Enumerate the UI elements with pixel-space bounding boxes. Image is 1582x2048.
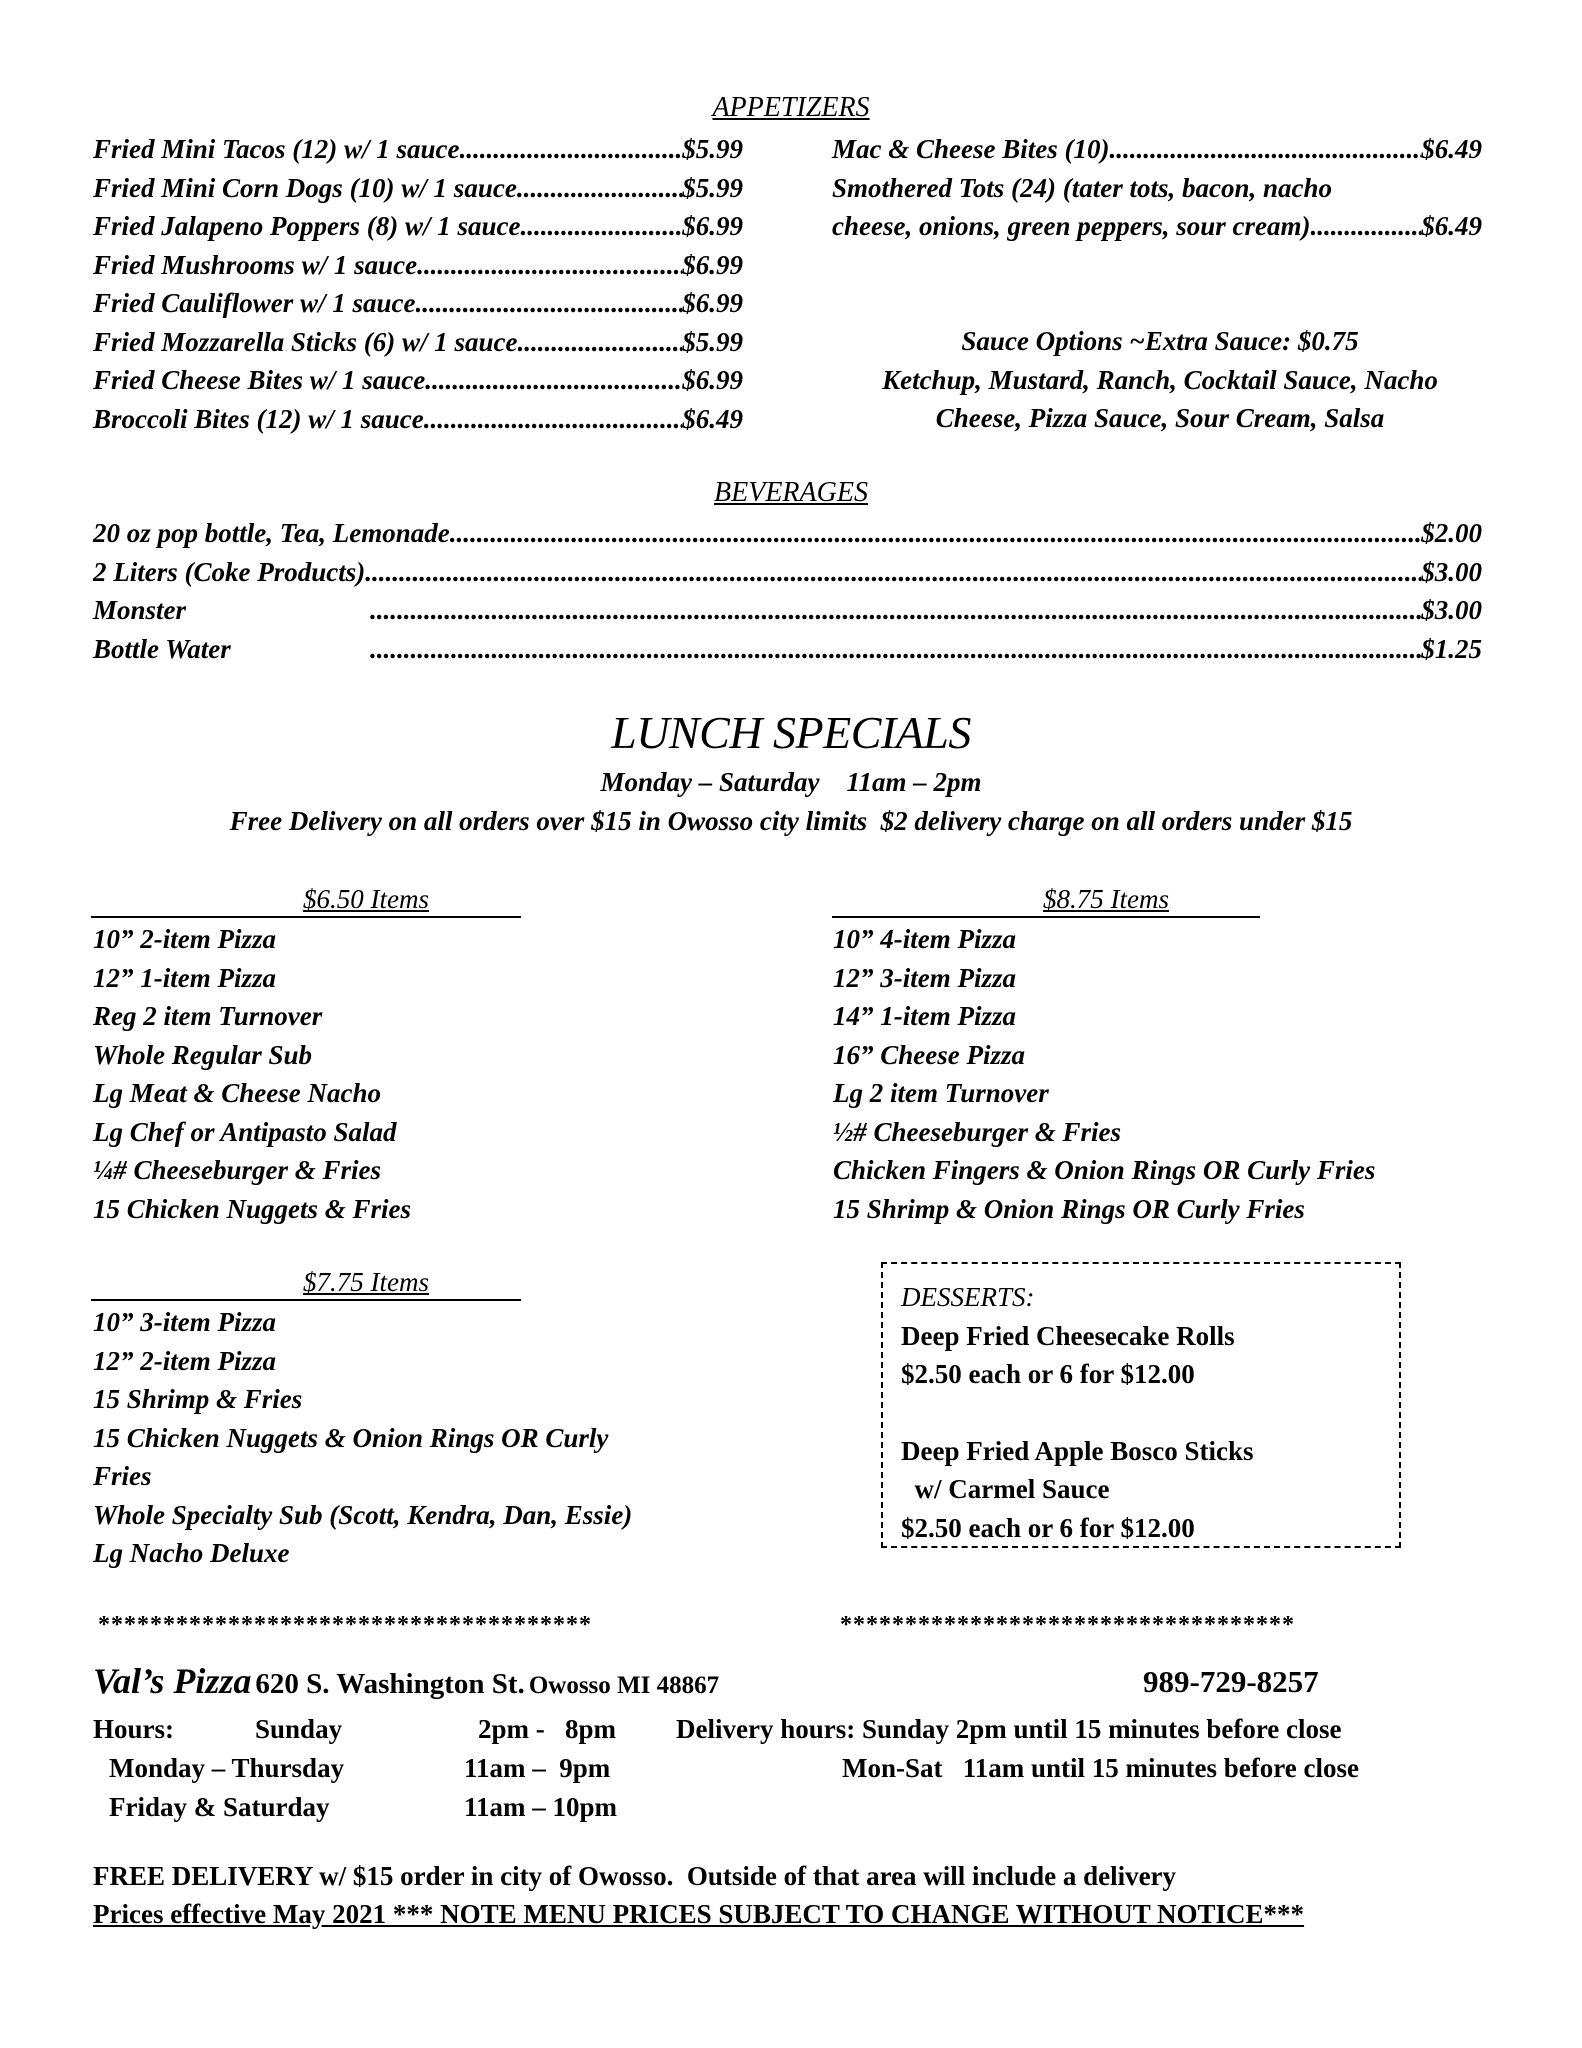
- tier-heading: $7.75 Items: [91, 1265, 521, 1301]
- price-notice: Prices effective May 2021 *** NOTE MENU PRICES SUBJECT TO CHANGE WITHOUT NOTICE***: [93, 1899, 1305, 1929]
- list-item: Fries: [93, 1461, 152, 1491]
- list-item: Chicken Fingers & Onion Rings OR Curly Fries: [833, 1155, 1376, 1185]
- menu-item: [93, 130, 743, 169]
- item-name: Smothered Tots (24) (tater tots, bacon, nacho: [832, 172, 1333, 203]
- appetizers-right-list: [832, 130, 1482, 246]
- item-price: $6.49: [1421, 211, 1482, 241]
- item-name: Broccoli Bites (12) w/ 1 sauce: [93, 403, 424, 434]
- delivery-hours-1: Delivery hours: Sunday 2pm until 15 minutes before close: [676, 1714, 1342, 1744]
- dessert-price: $2.50 each or 6 for $12.00: [901, 1512, 1195, 1543]
- menu-item: [93, 514, 1482, 553]
- appetizers-heading: APPETIZERS: [712, 92, 870, 123]
- street-address: 620 S. Washington St.: [255, 1668, 525, 1700]
- tier-heading: $8.75 Items: [832, 882, 1260, 918]
- list-item: 16” Cheese Pizza: [833, 1039, 1025, 1070]
- list-item: 15 Shrimp & Fries: [93, 1384, 303, 1414]
- phone-number: 989-729-8257: [1143, 1664, 1319, 1699]
- list-item: 14” 1-item Pizza: [833, 1001, 1016, 1031]
- list-item: 15 Chicken Nuggets & Fries: [93, 1193, 412, 1224]
- list-item: Whole Specialty Sub (Scott, Kendra, Dan, Essie): [93, 1499, 633, 1530]
- business-name: Val’s Pizza: [93, 1661, 252, 1701]
- hours-label: Hours:: [93, 1714, 174, 1744]
- menu-item: [93, 361, 743, 400]
- star-separator-left: **************************************: [98, 1612, 592, 1638]
- item-price: $6.49: [682, 403, 743, 434]
- menu-item: [832, 130, 1482, 169]
- tier-heading: $6.50 Items: [91, 882, 521, 918]
- item-price: $6.49: [1421, 134, 1482, 164]
- item-price: $5.99: [682, 326, 743, 357]
- desserts-box: [881, 1262, 1401, 1548]
- menu-item: [93, 553, 1482, 592]
- item-name: Fried Mozzarella Sticks (6) w/ 1 sauce: [93, 326, 518, 357]
- list-item: Lg Nacho Deluxe: [93, 1538, 290, 1568]
- city-address: Owosso MI 48867: [528, 1672, 720, 1699]
- hours-fs-time: 11am – 10pm: [464, 1792, 618, 1822]
- hours-mt-time: 11am – 9pm: [464, 1753, 611, 1783]
- item-name: Mac & Cheese Bites (10): [832, 134, 1110, 164]
- list-item: ½# Cheeseburger & Fries: [833, 1116, 1122, 1147]
- list-item: 12” 2-item Pizza: [93, 1345, 276, 1376]
- list-item: 12” 1-item Pizza: [93, 962, 276, 993]
- item-price: $5.99: [682, 134, 743, 164]
- lunch-days: Monday – Saturday 11am – 2pm: [600, 767, 982, 797]
- item-name: Fried Mini Corn Dogs (10) w/ 1 sauce: [93, 172, 517, 203]
- dessert-sub: w/ Carmel Sauce: [901, 1474, 1110, 1504]
- menu-item-desc: [832, 169, 1482, 208]
- tier-875-items: [833, 920, 1375, 1228]
- list-item: Reg 2 item Turnover: [93, 1001, 323, 1031]
- list-item: Lg 2 item Turnover: [833, 1078, 1049, 1108]
- menu-item: [93, 207, 743, 246]
- list-item: 15 Shrimp & Onion Rings OR Curly Fries: [833, 1193, 1305, 1224]
- tier-775: [91, 1265, 521, 1301]
- menu-item: [93, 591, 1482, 630]
- list-item: 12” 3-item Pizza: [833, 962, 1016, 993]
- menu-item: [93, 284, 743, 323]
- item-desc: cheese, onions, green peppers, sour cream): [832, 211, 1311, 241]
- item-price: $6.99: [682, 365, 743, 395]
- sauce-line: Cheese, Pizza Sauce, Sour Cream, Salsa: [935, 403, 1385, 433]
- list-item: 15 Chicken Nuggets & Onion Rings OR Curly: [93, 1422, 609, 1453]
- list-item: Whole Regular Sub: [93, 1039, 313, 1070]
- tier-875: [832, 882, 1260, 918]
- item-price: $5.99: [682, 172, 743, 203]
- item-name: Monster: [93, 595, 187, 625]
- beverages-list: [93, 514, 1482, 668]
- free-delivery-note: FREE DELIVERY w/ $15 order in city of Owosso. Outside of that area will include a delivery: [93, 1861, 1177, 1891]
- tier-775-items: [93, 1303, 632, 1573]
- tier-650: [91, 882, 521, 918]
- menu-item: [93, 400, 743, 439]
- appetizers-left-list: [93, 130, 743, 438]
- item-name: Bottle Water: [93, 633, 231, 664]
- item-price: $3.00: [1421, 595, 1482, 625]
- dessert-name: Deep Fried Cheesecake Rolls: [901, 1320, 1235, 1351]
- menu-item: [93, 323, 743, 362]
- lunch-specials-title: LUNCH SPECIALS: [611, 707, 971, 758]
- list-item: ¼# Cheeseburger & Fries: [93, 1155, 382, 1185]
- item-name: Fried Jalapeno Poppers (8) w/ 1 sauce: [93, 211, 521, 241]
- star-separator-right: ***********************************: [840, 1612, 1295, 1638]
- item-name: 20 oz pop bottle, Tea, Lemonade: [93, 518, 450, 548]
- beverages-heading: BEVERAGES: [714, 477, 868, 508]
- list-item: 10” 2-item Pizza: [93, 924, 276, 954]
- hours-sunday-day: Sunday: [255, 1714, 343, 1744]
- item-price: $6.99: [682, 288, 743, 318]
- dessert-name: Deep Fried Apple Bosco Sticks: [901, 1435, 1254, 1466]
- item-price: $3.00: [1421, 556, 1482, 587]
- menu-item: [93, 630, 1482, 669]
- item-name: 2 Liters (Coke Products): [93, 556, 366, 587]
- hours-fs-day: Friday & Saturday: [109, 1792, 330, 1822]
- item-name: Fried Mini Tacos (12) w/ 1 sauce: [93, 134, 460, 164]
- item-price: $6.99: [682, 211, 743, 241]
- lunch-delivery-note: Free Delivery on all orders over $15 in Owosso city limits $2 delivery charge on all orders under $15: [229, 806, 1353, 836]
- dessert-price: $2.50 each or 6 for $12.00: [901, 1359, 1195, 1389]
- list-item: 10” 3-item Pizza: [93, 1307, 276, 1337]
- menu-item: [93, 246, 743, 285]
- menu-item: [93, 169, 743, 208]
- desserts-title: DESSERTS:: [901, 1282, 1035, 1312]
- delivery-hours-2: Mon-Sat 11am until 15 minutes before close: [842, 1753, 1359, 1783]
- tier-650-items: [93, 920, 411, 1228]
- item-name: Fried Cheese Bites w/ 1 sauce: [93, 365, 426, 395]
- item-name: Fried Mushrooms w/ 1 sauce: [93, 249, 418, 280]
- sauce-options: [830, 322, 1490, 438]
- item-name: Fried Cauliflower w/ 1 sauce: [93, 288, 416, 318]
- menu-item: [832, 207, 1482, 246]
- list-item: 10” 4-item Pizza: [833, 924, 1016, 954]
- sauce-line: Ketchup, Mustard, Ranch, Cocktail Sauce, Nacho: [882, 364, 1438, 395]
- item-price: $1.25: [1421, 633, 1482, 664]
- hours-sunday-time: 2pm - 8pm: [478, 1714, 617, 1744]
- item-price: $2.00: [1421, 518, 1482, 548]
- list-item: Lg Chef or Antipasto Salad: [93, 1116, 397, 1147]
- item-price: $6.99: [682, 249, 743, 280]
- sauce-title: Sauce Options ~Extra Sauce: $0.75: [961, 326, 1359, 356]
- hours-mt-day: Monday – Thursday: [109, 1753, 345, 1783]
- business-line: [93, 1660, 719, 1702]
- list-item: Lg Meat & Cheese Nacho: [93, 1078, 381, 1108]
